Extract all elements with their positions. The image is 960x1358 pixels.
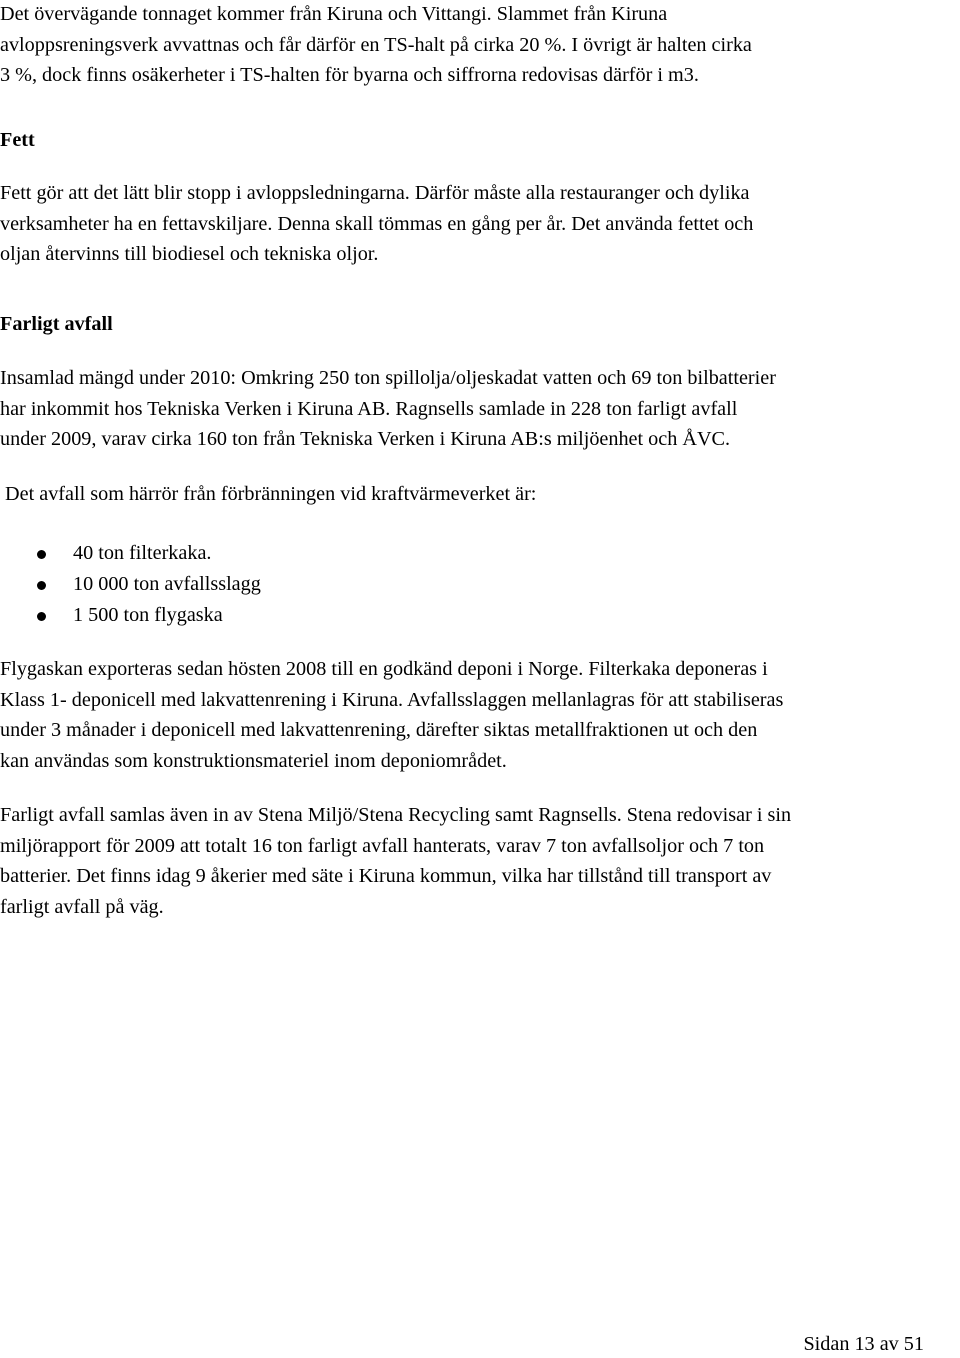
text-line: Flygaskan exporteras sedan hösten 2008 till en godkänd deponi i Norge. Filterkaka deponeras i (0, 658, 768, 680)
bullet-icon (37, 550, 46, 559)
text-line: farligt avfall på väg. (0, 895, 164, 918)
text-line: miljörapport för 2009 att totalt 16 ton farligt avfall hanterats, varav 7 ton avfallsoljor och 7 ton (0, 834, 765, 857)
intro-paragraph (0, 0, 960, 91)
text-line: under 2009, varav cirka 160 ton från Tekniska Verken i Kiruna AB:s miljöenhet och ÅVC. (0, 428, 731, 450)
text-line: avloppsreningsverk avvattnas och får därför en TS-halt på cirka 20 %. I övrigt är halten cirka (0, 33, 752, 56)
stena-paragraph (0, 800, 960, 922)
text-line: Det övervägande tonnaget kommer från Kiruna och Vittangi. Slammet från Kiruna (0, 3, 668, 25)
kraftvarme-intro: Det avfall som härrör från förbränningen vid kraftvärmeverket är: (0, 483, 537, 505)
farligt-avfall-paragraph (0, 363, 960, 455)
list-item-text: 10 000 ton avfallsslagg (73, 573, 261, 595)
page-number: Sidan 13 av 51 (803, 1333, 924, 1355)
section-heading-fett: Fett (0, 129, 35, 151)
text-line: Klass 1- deponicell med lakvattenrening i Kiruna. Avfallsslaggen mellanlagras för att stabiliseras (0, 688, 784, 711)
list-item-text: 40 ton filterkaka. (73, 542, 212, 564)
text-line: Insamlad mängd under 2010: Omkring 250 ton spillolja/oljeskadat vatten och 69 ton bilbatterier (0, 367, 776, 389)
text-line: oljan återvinns till biodiesel och tekniska oljor. (0, 243, 379, 265)
text-line: Farligt avfall samlas även in av Stena Miljö/Stena Recycling samt Ragnsells. Stena redovisar i sin (0, 804, 792, 826)
bullet-icon (37, 612, 46, 621)
text-line: har inkommit hos Tekniska Verken i Kiruna AB. Ragnsells samlade in 228 ton farligt avfall (0, 397, 738, 420)
text-line: under 3 månader i deponicell med lakvattenrening, därefter siktas metallfraktionen ut och den (0, 719, 758, 741)
text-line: Fett gör att det lätt blir stopp i avloppsledningarna. Därför måste alla restauranger och dylika (0, 182, 750, 204)
text-line: verksamheter ha en fettavskiljare. Denna skall tömmas en gång per år. Det använda fettet och (0, 212, 754, 235)
bullet-icon (37, 581, 46, 590)
text-line: batterier. Det finns idag 9 åkerier med säte i Kiruna kommun, vilka har tillstånd till transport av (0, 865, 772, 887)
list-item-text: 1 500 ton flygaska (73, 604, 223, 626)
section-heading-farligt-avfall: Farligt avfall (0, 313, 113, 335)
fett-paragraph (0, 178, 960, 270)
text-line: 3 %, dock finns osäkerheter i TS-halten för byarna och siffrorna redovisas därför i m3. (0, 64, 699, 86)
text-line: kan användas som konstruktionsmateriel inom deponiområdet. (0, 749, 507, 772)
flygaska-paragraph (0, 654, 960, 776)
